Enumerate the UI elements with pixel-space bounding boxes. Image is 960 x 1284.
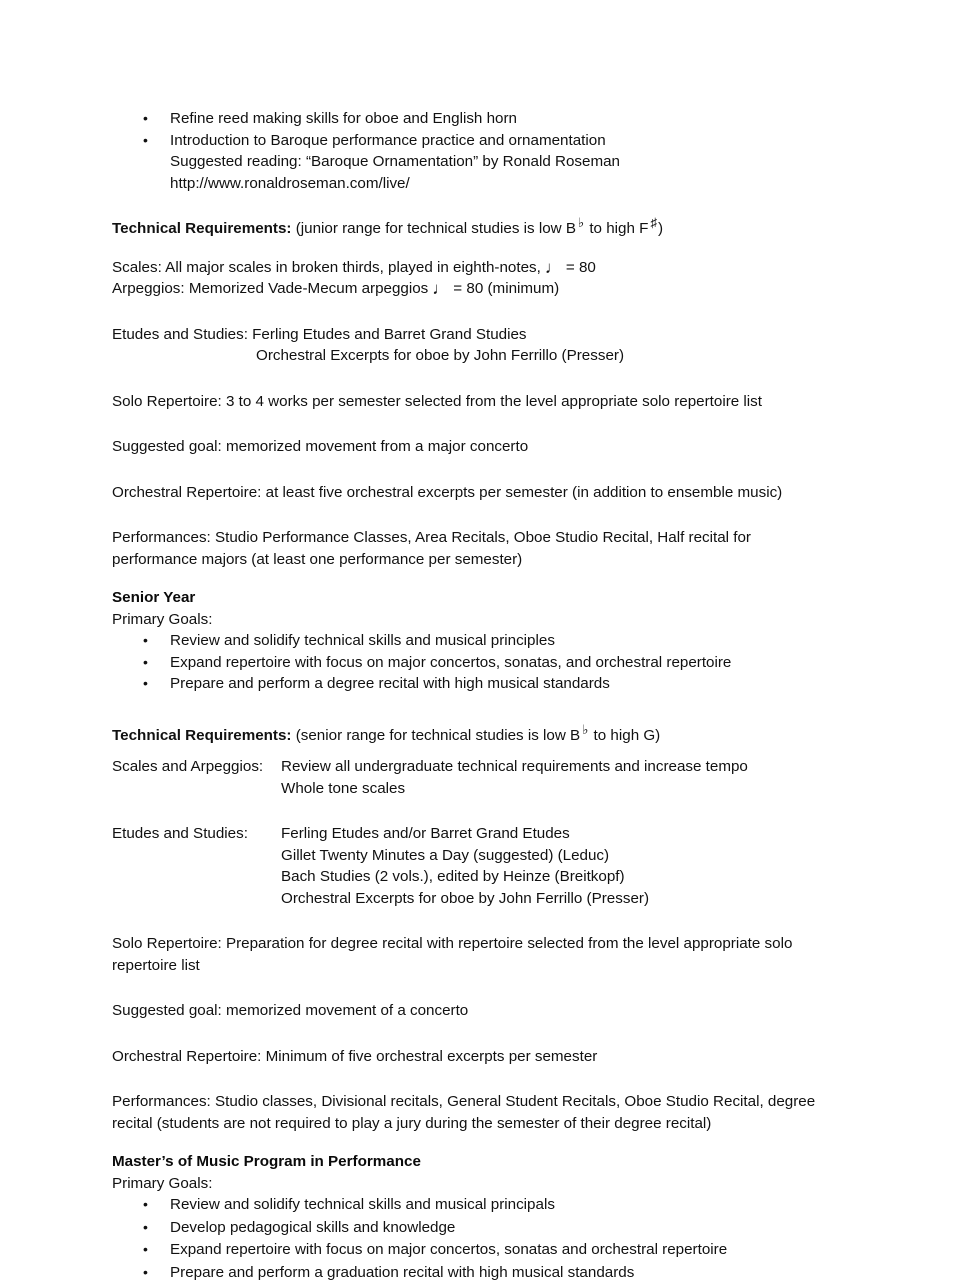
senior-performances: Performances: Studio classes, Divisional recitals, General Student Recitals, Oboe Studio Recital, degree recital (students are not required to play a jury during the semester of their degree recital) xyxy=(112,1091,842,1134)
baroque-reading-line: Suggested reading: “Baroque Ornamentation” by Ronald Roseman xyxy=(112,151,828,173)
list-item-label: Refine reed making skills for oboe and English horn xyxy=(170,110,517,127)
senior-etudes-label: Etudes and Studies: xyxy=(112,823,281,845)
list-item-label: Expand repertoire with focus on major concertos, sonatas and orchestral repertoire xyxy=(170,1241,727,1258)
senior-technical-requirements-line xyxy=(112,725,828,747)
junior-orchestral-repertoire: Orchestral Repertoire: at least five orchestral excerpts per semester (in addition to ensemble music) xyxy=(112,482,828,504)
list-item-label: Introduction to Baroque performance practice and ornamentation xyxy=(170,132,606,149)
senior-year-heading: Senior Year xyxy=(112,587,828,609)
list-item xyxy=(112,673,828,695)
flat-symbol-icon: ♭ xyxy=(576,215,585,230)
junior-arpeggios-text: Arpeggios: Memorized Vade-Mecum arpeggios xyxy=(112,280,428,297)
list-item xyxy=(112,1217,828,1240)
quarter-note-icon: ♩ xyxy=(428,279,453,298)
list-item xyxy=(112,130,828,152)
list-item-label: Review and solidify technical skills and musical principals xyxy=(170,1196,555,1213)
junior-arpeggios-tempo: = 80 (minimum) xyxy=(453,280,559,297)
masters-program-heading: Master’s of Music Program in Performance xyxy=(112,1151,828,1173)
list-item-label: Prepare and perform a degree recital with high musical standards xyxy=(170,675,610,692)
junior-arpeggios-line xyxy=(112,278,828,300)
bullet-icon: • xyxy=(143,108,148,130)
document-body xyxy=(112,108,828,1284)
list-item xyxy=(112,1239,828,1262)
bullet-icon: • xyxy=(143,673,148,695)
list-item-label: Expand repertoire with focus on major concertos, sonatas, and orchestral repertoire xyxy=(170,654,731,671)
bullet-icon: • xyxy=(143,1217,148,1239)
bullet-icon: • xyxy=(143,130,148,152)
list-item-label: Prepare and perform a graduation recital with high musical standards xyxy=(170,1264,634,1281)
junior-etudes-line-2: Orchestral Excerpts for oboe by John Ferrillo (Presser) xyxy=(112,345,828,367)
bullet-icon: • xyxy=(143,1239,148,1261)
bullet-icon: • xyxy=(143,1194,148,1216)
senior-range-pre: (senior range for technical studies is low B xyxy=(291,727,580,744)
junior-scales-tempo: = 80 xyxy=(566,259,596,276)
junior-range-post: ) xyxy=(658,220,663,237)
junior-scales-line xyxy=(112,257,828,279)
list-item xyxy=(112,1262,828,1284)
senior-etudes-row xyxy=(112,823,828,909)
bullet-icon: • xyxy=(143,630,148,652)
junior-performances: Performances: Studio Performance Classes, Area Recitals, Oboe Studio Recital, Half recital for performance majors (at least one performance per semester) xyxy=(112,527,828,570)
list-item-label: Develop pedagogical skills and knowledge xyxy=(170,1219,455,1236)
senior-etudes-value: Gillet Twenty Minutes a Day (suggested) (Leduc) xyxy=(281,845,828,867)
junior-range-pre: (junior range for technical studies is low B xyxy=(291,220,575,237)
list-item xyxy=(112,652,828,674)
bullet-icon: • xyxy=(143,652,148,674)
list-item xyxy=(112,1194,828,1217)
junior-etudes-line: Etudes and Studies: Ferling Etudes and Barret Grand Studies xyxy=(112,324,828,346)
list-item-label: Review and solidify technical skills and musical principles xyxy=(170,632,555,649)
senior-orchestral-repertoire: Orchestral Repertoire: Minimum of five orchestral excerpts per semester xyxy=(112,1046,828,1068)
senior-etudes-value: Bach Studies (2 vols.), edited by Heinze (Breitkopf) xyxy=(281,866,828,888)
senior-suggested-goal: Suggested goal: memorized movement of a concerto xyxy=(112,1000,828,1022)
senior-range-post: to high G) xyxy=(589,727,660,744)
junior-solo-repertoire: Solo Repertoire: 3 to 4 works per semester selected from the level appropriate solo repertoire list xyxy=(112,391,828,413)
senior-scales-value: Whole tone scales xyxy=(281,778,828,800)
senior-technical-requirements-label: Technical Requirements: xyxy=(112,727,291,744)
top-bullet-list xyxy=(112,108,828,151)
junior-technical-requirements-label: Technical Requirements: xyxy=(112,220,291,237)
junior-range-mid: to high F xyxy=(585,220,648,237)
list-item xyxy=(112,630,828,652)
junior-suggested-goal: Suggested goal: memorized movement from a major concerto xyxy=(112,436,828,458)
masters-goals-list xyxy=(112,1194,828,1284)
bullet-icon: • xyxy=(143,1262,148,1284)
senior-etudes-value: Ferling Etudes and/or Barret Grand Etudes xyxy=(281,823,828,845)
masters-primary-goals-label: Primary Goals: xyxy=(112,1173,828,1195)
senior-scales-value: Review all undergraduate technical requirements and increase tempo xyxy=(281,756,828,778)
senior-scales-row xyxy=(112,756,828,799)
junior-scales-text: Scales: All major scales in broken thirds, played in eighth-notes, xyxy=(112,259,541,276)
senior-etudes-value: Orchestral Excerpts for oboe by John Ferrillo (Presser) xyxy=(281,888,828,910)
sharp-symbol-icon: ♯ xyxy=(648,215,658,230)
senior-solo-repertoire: Solo Repertoire: Preparation for degree recital with repertoire selected from the level appropriate solo repertoire list xyxy=(112,933,828,976)
quarter-note-icon: ♩ xyxy=(541,258,566,277)
flat-symbol-icon: ♭ xyxy=(580,722,589,737)
senior-primary-goals-label: Primary Goals: xyxy=(112,609,828,631)
senior-scales-values xyxy=(281,756,828,799)
senior-etudes-values xyxy=(281,823,828,909)
junior-technical-requirements-line xyxy=(112,218,828,240)
senior-scales-label: Scales and Arpeggios: xyxy=(112,756,281,778)
list-item xyxy=(112,108,828,130)
senior-goals-list xyxy=(112,630,828,695)
baroque-url-line: http://www.ronaldroseman.com/live/ xyxy=(112,173,828,195)
